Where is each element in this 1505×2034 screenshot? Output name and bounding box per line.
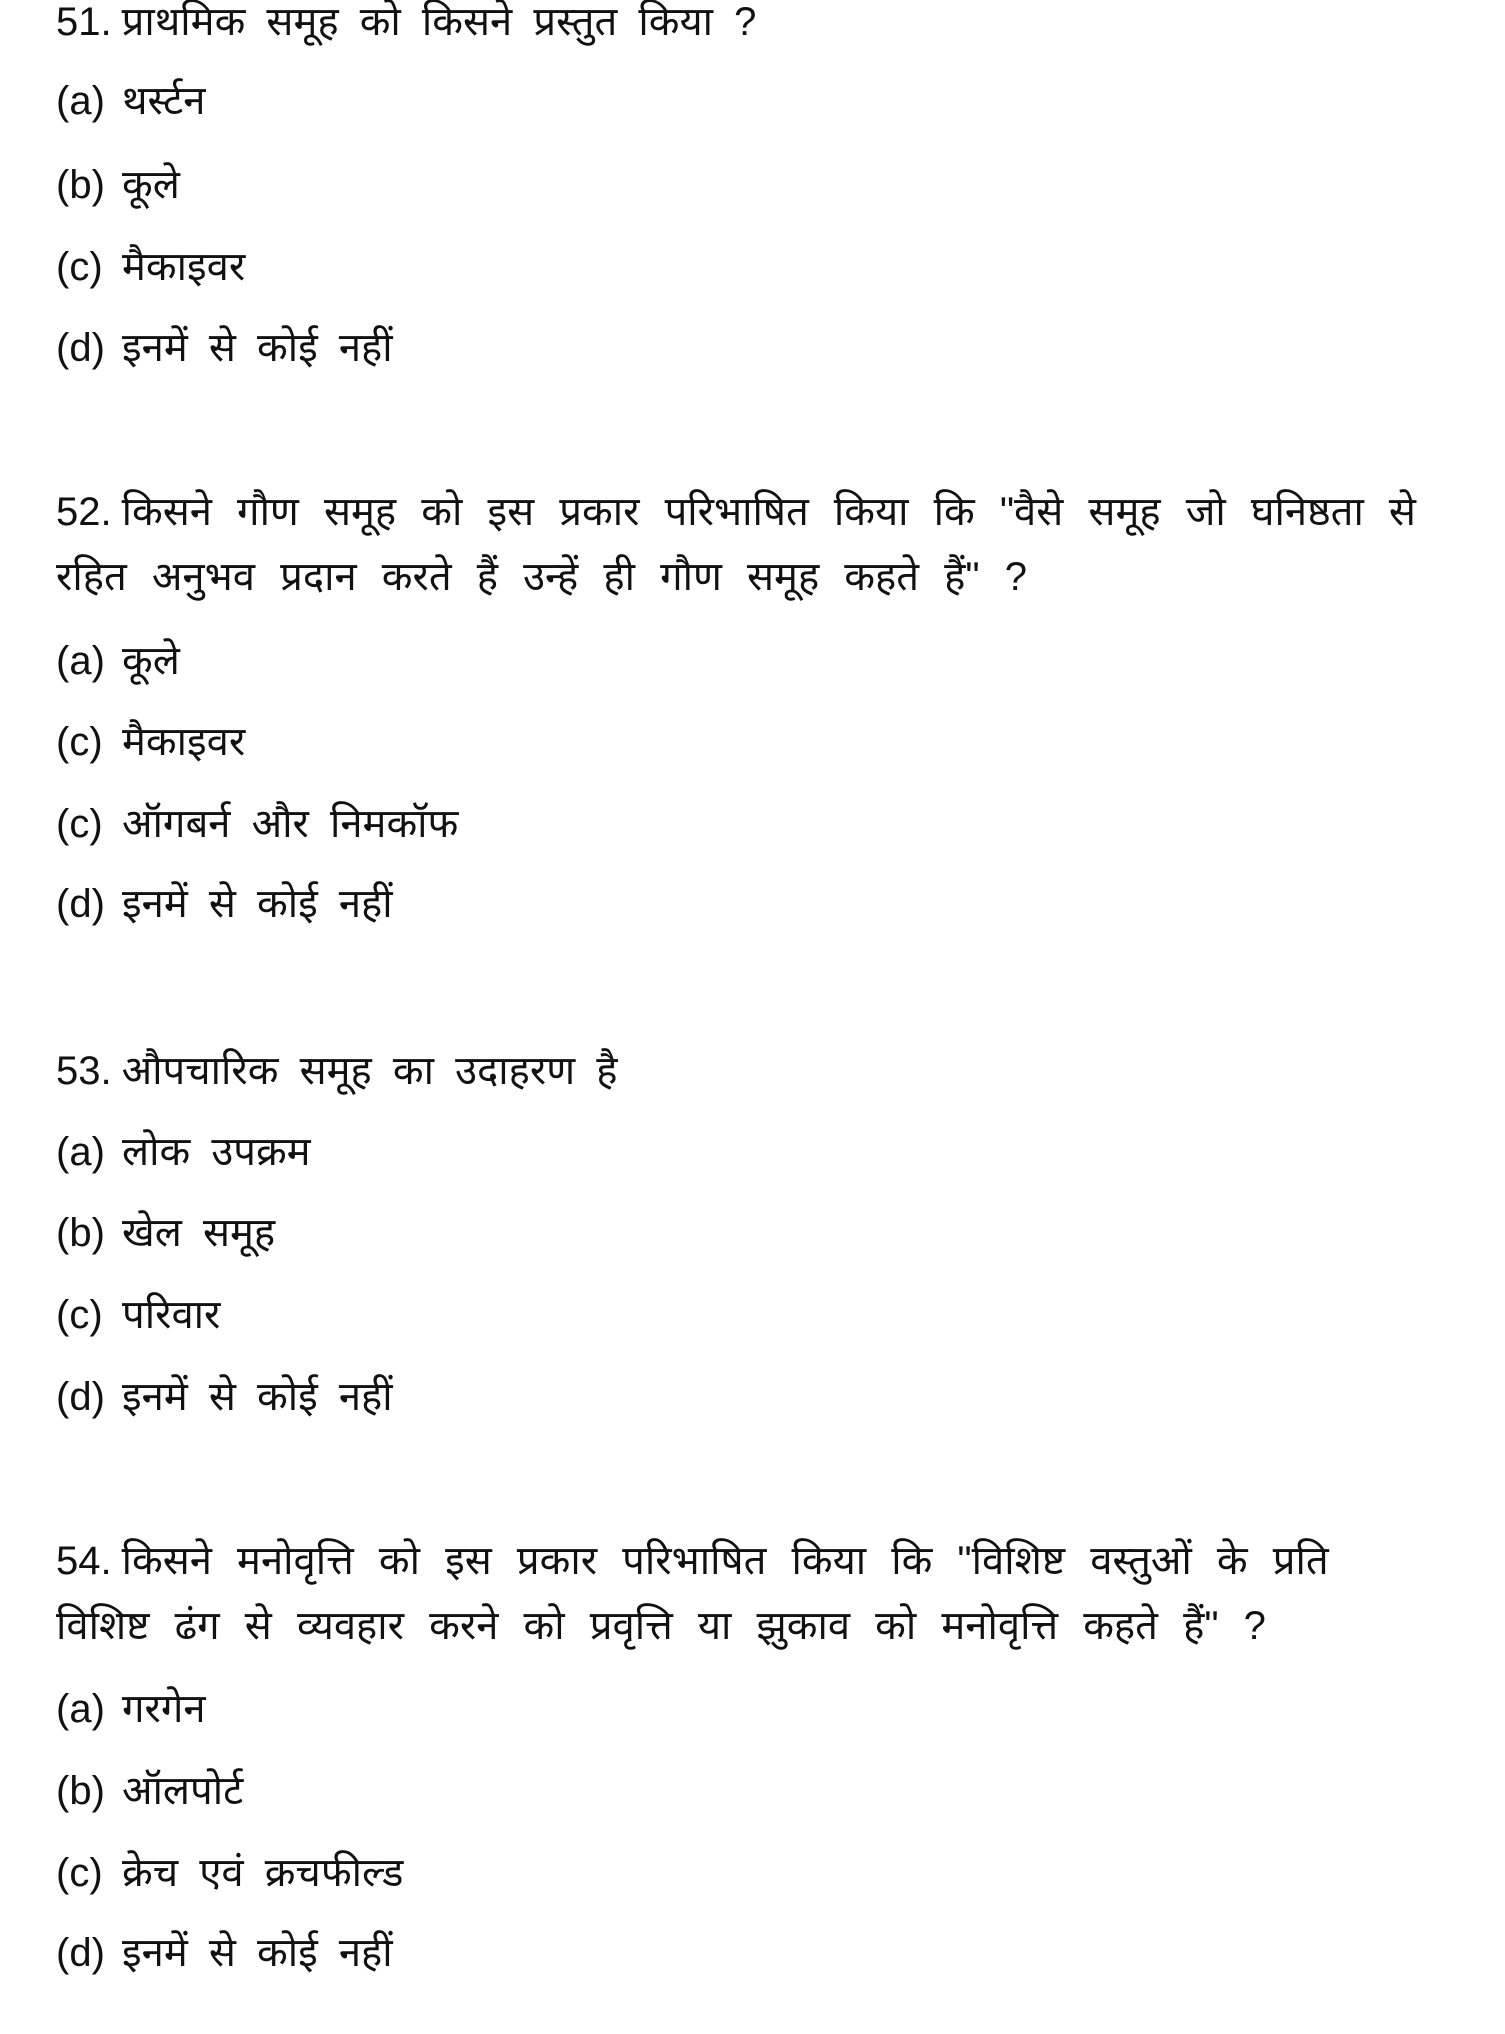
option-a[interactable]: [56, 637, 180, 685]
option-text: खेल समूह: [122, 1211, 276, 1255]
option-label: (c): [56, 1851, 103, 1895]
option-label: (d): [56, 1931, 105, 1975]
question-54-text-line-2: [56, 1602, 1266, 1650]
question-53-text: [56, 1047, 617, 1095]
option-text: मैकाइवर: [122, 245, 246, 289]
option-c[interactable]: [56, 243, 245, 291]
option-label: (b): [56, 1211, 105, 1255]
option-label: (d): [56, 1375, 105, 1419]
question-line: प्राथमिक समूह को किसने प्रस्तुत किया ?: [121, 0, 757, 44]
option-label: (b): [56, 163, 105, 207]
option-a[interactable]: [56, 77, 205, 125]
question-line: विशिष्ट ढंग से व्यवहार करने को प्रवृत्ति या झुकाव को मनोवृत्ति कहते हैं" ?: [56, 1604, 1266, 1648]
option-label: (a): [56, 639, 105, 683]
option-c[interactable]: [56, 1291, 220, 1339]
option-label: (d): [56, 882, 105, 926]
option-text: इनमें से कोई नहीं: [122, 1375, 393, 1419]
question-number: 52.: [56, 490, 112, 534]
question-52-text-line-2: [56, 553, 1027, 601]
option-c[interactable]: [56, 1849, 403, 1897]
option-text: लोक उपक्रम: [122, 1130, 311, 1174]
option-d[interactable]: [56, 880, 393, 928]
option-a[interactable]: [56, 1128, 311, 1176]
option-label: (c): [56, 802, 103, 846]
option-label: (c): [56, 245, 103, 289]
option-label: (a): [56, 1687, 105, 1731]
option-text: मैकाइवर: [122, 720, 246, 764]
option-text: ऑलपोर्ट: [122, 1769, 244, 1813]
question-line: औपचारिक समूह का उदाहरण है: [121, 1049, 618, 1093]
question-51-text: [56, 0, 756, 46]
option-text: इनमें से कोई नहीं: [122, 882, 393, 926]
option-text: कूले: [122, 639, 180, 683]
option-label: (c): [56, 720, 103, 764]
question-54-text-line-1: [56, 1537, 1329, 1585]
question-line: किसने गौण समूह को इस प्रकार परिभाषित किया कि "वैसे समूह जो घनिष्ठता से: [121, 490, 1416, 534]
question-number: 53.: [56, 1049, 112, 1093]
option-c[interactable]: [56, 718, 245, 766]
option-label: (c): [56, 1293, 103, 1337]
option-text: इनमें से कोई नहीं: [122, 326, 393, 370]
option-c-second[interactable]: [56, 800, 458, 848]
option-b[interactable]: [56, 161, 180, 209]
option-text: थर्स्टन: [122, 79, 206, 123]
option-label: (a): [56, 79, 105, 123]
question-line: किसने मनोवृत्ति को इस प्रकार परिभाषित किया कि "विशिष्ट वस्तुओं के प्रति: [121, 1539, 1329, 1583]
question-52-text-line-1: [56, 488, 1416, 536]
option-d[interactable]: [56, 1373, 393, 1421]
option-text: गरगेन: [122, 1687, 206, 1731]
option-text: ऑगबर्न और निमकॉफ: [122, 802, 459, 846]
question-number: 54.: [56, 1539, 112, 1583]
option-d[interactable]: [56, 324, 393, 372]
option-label: (d): [56, 326, 105, 370]
option-text: इनमें से कोई नहीं: [122, 1931, 393, 1975]
question-line: रहित अनुभव प्रदान करते हैं उन्हें ही गौण समूह कहते हैं" ?: [56, 555, 1027, 599]
option-text: क्रेच एवं क्रचफील्ड: [122, 1851, 404, 1895]
option-b[interactable]: [56, 1767, 243, 1815]
option-label: (b): [56, 1769, 105, 1813]
option-text: कूले: [122, 163, 180, 207]
question-number: 51.: [56, 0, 112, 44]
option-b[interactable]: [56, 1209, 275, 1257]
option-text: परिवार: [122, 1293, 221, 1337]
option-label: (a): [56, 1130, 105, 1174]
option-d[interactable]: [56, 1929, 393, 1977]
option-a[interactable]: [56, 1685, 206, 1733]
